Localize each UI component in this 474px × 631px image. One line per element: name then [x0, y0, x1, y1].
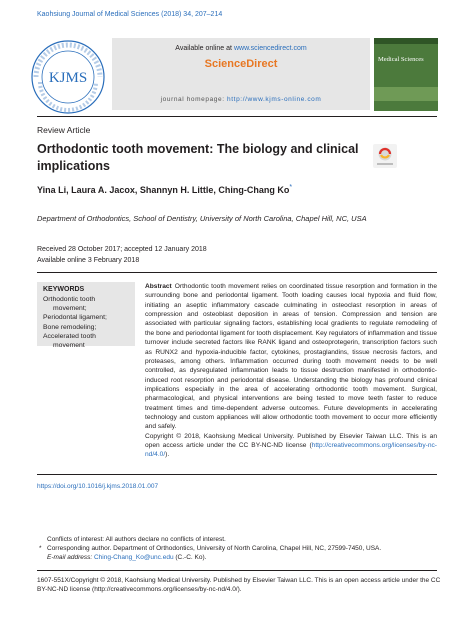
email-footnote [37, 553, 437, 562]
publisher-copyright-line: 1607-551X/Copyright © 2018, Kaohsiung Medical University. Published by Elsevier Taiwan LLC. This is an open access article under the CC BY-NC-ND license (http://creativecommons.org/licenses/by-nc-nd/4.0/). [37, 577, 441, 594]
keywords-box [37, 282, 135, 349]
license-link[interactable]: http://creativecommons.org/licenses/by-nc-nd/4.0/ [145, 442, 437, 459]
copyright-notice [145, 432, 437, 460]
keyword-item: Periodontal ligament; [43, 314, 107, 322]
available-prefix: Available online at [175, 45, 232, 52]
copyright-end: ). [165, 451, 170, 459]
abstract-divider [37, 474, 437, 475]
copyright-text: Copyright © 2018, Kaohsiung Medical University. Published by Elsevier Taiwan LLC. This is an open access article under the CC BY-NC-ND license ( [145, 432, 437, 450]
keyword-item: Bone remodeling; [43, 323, 97, 331]
conflicts-footnote [37, 535, 437, 544]
crossmark-icon[interactable] [373, 144, 397, 168]
journal-homepage-text [112, 96, 370, 103]
cover-top-band [374, 38, 438, 44]
article-title: Orthodontic tooth movement: The biology and clinical implications [37, 142, 359, 173]
keywords-heading: KEYWORDS [43, 286, 85, 293]
footnotes [37, 535, 437, 562]
keyword-item: Orthodontic tooth [43, 296, 96, 303]
cover-title: Medical Sciences [378, 56, 424, 63]
sciencedirect-logo: ScienceDirect [204, 58, 278, 70]
conflicts-text: Conflicts of interest: All authors declare no conflicts of interest. [47, 536, 226, 543]
footer-divider [37, 570, 437, 571]
corresponding-footnote [37, 544, 437, 553]
article-dates [37, 245, 207, 266]
abstract-section [145, 282, 437, 460]
journal-cover-icon [374, 38, 438, 111]
keyword-item: Accelerated tooth [43, 332, 96, 340]
author-affiliation: Department of Orthodontics, School of Dentistry, University of North Carolina, Chapel Hill, NC, USA [37, 214, 367, 223]
corresponding-text: Corresponding author. Department of Orthodontics, University of North Carolina, Chapel Hill, NC, 27599-7450, USA. [47, 545, 382, 553]
sciencedirect-url-link[interactable]: www.sciencedirect.com [233, 45, 307, 52]
author-list [37, 184, 292, 195]
sciencedirect-header [112, 38, 370, 110]
received-accepted-date: Received 28 October 2017; accepted 12 January 2018 [37, 246, 207, 253]
available-online-text [112, 45, 370, 52]
available-online-date: Available online 3 February 2018 [37, 256, 140, 264]
abstract-paragraph [145, 282, 437, 432]
author-names: Yina Li, Laura A. Jacox, Shannyn H. Little, Ching-Chang Ko [37, 185, 290, 195]
doi-link[interactable]: https://doi.org/10.1016/j.kjms.2018.01.007 [37, 483, 159, 490]
email-label: E-mail address: [47, 554, 93, 562]
journal-citation-line: Kaohsiung Journal of Medical Sciences (2018) 34, 207–214 [37, 11, 223, 18]
article-type-label: Review Article [37, 125, 91, 135]
cover-bottom-band [374, 87, 438, 101]
logo-initials: KJMS [48, 70, 88, 86]
keyword-item: movement; [53, 305, 87, 313]
abstract-body: Orthodontic tooth movement relies on coordinated tissue resorption and formation in the surrounding bone and periodontal ligament. Tooth loading causes local hypoxia and fluid flow, initiating an aseptic inflammatory cascade culminating in osteoclast resorption in areas of compression and osteoblast deposition in areas of tension. Compression and tension are associated with particular signaling factors, establishing local gradients to regulate remodeling of the bone and periodontal ligament for tooth displacement. Key regulators of inflammation and tissue turnover include secreted factors like RANK ligand and osteoprotegerin, transcription factors such as RUNX2 and hypoxia-inducible factor, cytokines, prostaglandins, tissue necrosis factors, and proteases, among others. Inflammation occurred during tooth movement needs to be well controlled, as dysregulated inflammation leads to tissue destruction manifested in orthodontic-induced root resorption and periodontal disease. Understanding the biology has profound clinical implications especially in the area of accelerating orthodontic tooth movement. Surgical, pharmacological, and physical interventions are being tested to move teeth faster to reduce treatment times and time-dependent adverse outcomes. Future developments in accelerating technology and custom appliances will allow orthodontic tooth movement to occur more efficiently and safely. [145, 283, 437, 431]
dates-divider [37, 272, 437, 273]
keyword-item: movement [53, 341, 85, 349]
email-link[interactable]: Ching-Chang_Ko@unc.edu [93, 554, 174, 562]
footnote-mark: * [39, 545, 42, 553]
corresponding-author-mark[interactable]: * [289, 184, 293, 191]
abstract-label: Abstract [145, 283, 172, 290]
journal-homepage-link[interactable]: http://www.kjms-online.com [227, 96, 322, 103]
homepage-prefix: journal homepage: [160, 96, 225, 103]
header-divider [37, 116, 437, 117]
kjms-logo-icon [26, 38, 110, 116]
email-suffix: (C.-C. Ko). [175, 554, 207, 562]
